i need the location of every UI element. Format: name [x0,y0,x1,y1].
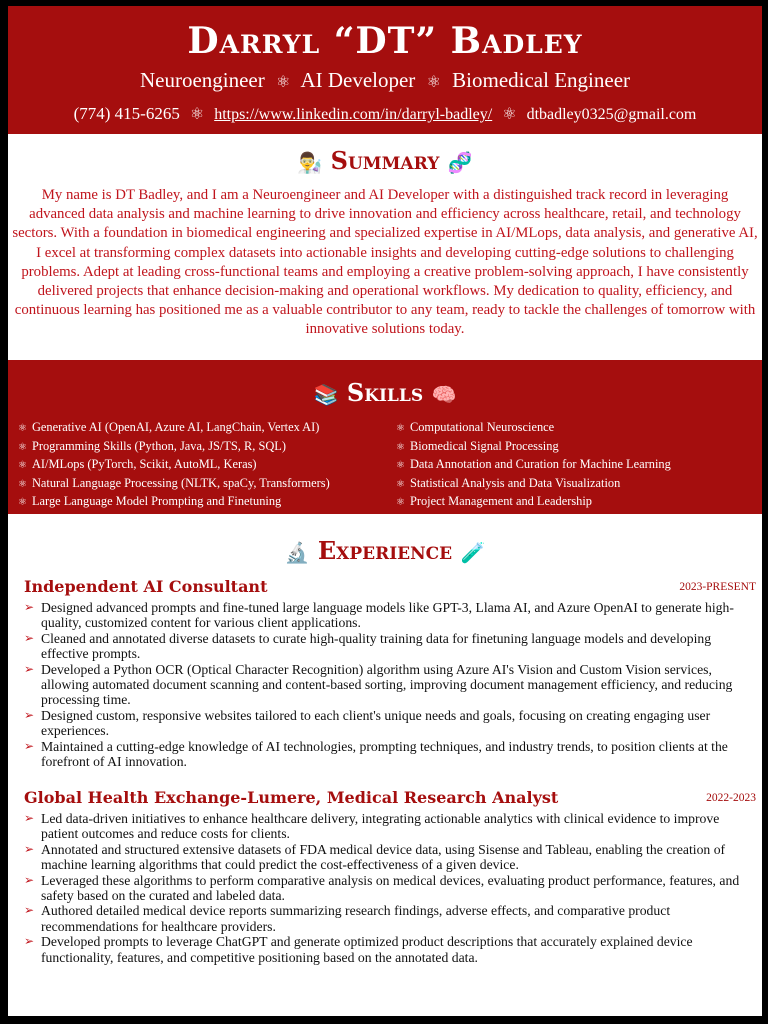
summary-text: My name is DT Badley, and I am a Neuroengineer and AI Developer with a distinguished track record in leveraging advanced data analysis and machine learning to drive innovation and efficiency across healthcare, retail, and technology sectors. With a foundation in biomedical engineering and specialized expertise in AI/MLops, data analysis, and generative AI, I excel at transforming complex datasets into actionable insights and developing cutting-edge solutions to challenging problems. Adept at leading cross-functional teams and employing a creative problem-solving approach, I have consistently delivered projects that enhance decision-making and operational workflows. My dedication to quality, efficiency, and continuous learning has positioned me as a valuable contributor to any team, ready to tackle the challenges of tomorrow with innovative solutions today. [12,187,758,338]
bullet-item: ➢ Developed a Python OCR (Optical Character Recognition) algorithm using Azure AI's Vision and Custom Vision services, allowing automated document scanning and content-based sorting, improving document management efficiency, and reducing processing time. [24,661,733,708]
bullet-item: ➢ Authored detailed medical device reports summarizing research findings, adverse effects, and comparative product recommendations for healthcare providers. [24,903,671,934]
arrow-icon: ➢ [24,841,35,856]
contact-line [8,104,762,124]
bullet-item: ➢ Maintained a cutting-edge knowledge of AI technologies, prompting techniques, and industry trends, to position clients at the forefront of AI innovation. [24,738,728,770]
atom-icon: ⚛ [18,497,27,508]
job-bullets [24,811,756,965]
arrow-icon: ➢ [24,872,35,887]
skills-title: Skills [346,378,424,407]
skill-item: ⚛ Generative AI (OpenAI, Azure AI, LangChain, Vertex AI) [18,420,320,434]
atom-icon: ⚛ [396,441,405,453]
skill-item: ⚛ AI/MLops (PyTorch, Scikit, AutoML, Keras) [18,457,257,471]
atom-icon: ⚛ [502,106,517,123]
arrow-icon: ➢ [24,903,35,918]
experience-heading [8,536,762,565]
books-icon: 📚 [313,382,339,407]
bullet-item: ➢ Designed custom, responsive websites tailored to each client's unique needs and goals, focusing on creating engaging user experiences. [24,707,711,739]
atom-icon: ⚛ [18,478,27,490]
arrow-icon: ➢ [24,600,35,614]
bullet-item: ➢ Led data-driven initiatives to enhance healthcare delivery, integrating actionable analytics with clinical evidence to improve patient outcomes and reduce costs for clients. [24,811,720,842]
role-2: AI Developer [300,68,416,92]
job-date: 2022-2023 [706,792,756,804]
brain-icon: 🧠 [431,382,457,407]
arrow-icon: ➢ [24,630,35,645]
skill-item: ⚛ Large Language Model Prompting and Finetuning [18,494,282,508]
skill-item: ⚛ Computational Neuroscience [396,420,555,434]
skill-item: ⚛ Programming Skills (Python, Java, JS/TS, R, SQL) [18,438,286,453]
atom-icon: ⚛ [396,460,405,471]
atom-icon: ⚛ [18,460,27,471]
skill-item: ⚛ Biomedical Signal Processing [396,438,559,453]
phone-number: (774) 415-6265 [73,104,180,123]
test-tube-icon: 🧪 [460,540,486,565]
skill-item: ⚛ Natural Language Processing (NLTK, spaCy, Transformers) [18,475,330,490]
atom-icon: ⚛ [396,423,405,434]
resume-page [8,6,762,1016]
summary-section [8,134,762,360]
job-entry [24,577,756,769]
bullet-item: ➢ Annotated and structured extensive datasets of FDA medical device data, using Sisense and Tableau, enabling the creation of machine learning algorithms that could predict the cost-effectiveness of a given device. [24,841,726,873]
skill-item: ⚛ Project Management and Leadership [396,494,592,508]
atom-icon: ⚛ [18,423,27,434]
arrow-icon: ➢ [24,707,35,722]
summary-title: Summary [330,146,440,175]
job-title: Independent AI Consultant [24,577,268,596]
atom-icon: ⚛ [426,74,441,91]
job-entry [24,788,756,965]
arrow-icon: ➢ [24,738,35,753]
dna-icon: 🧬 [447,150,473,175]
atom-icon: ⚛ [18,441,27,453]
role-1: Neuroengineer [139,68,265,92]
role-3: Biomedical Engineer [452,68,631,92]
skill-item: ⚛ Data Annotation and Curation for Machine Learning [396,457,671,471]
atom-icon: ⚛ [276,74,291,91]
bullet-item: ➢ Leveraged these algorithms to perform comparative analysis on medical devices, evaluating product performance, features, and safety based on the curated and labeled data. [24,872,740,904]
email-address: dtbadley0325@gmail.com [526,106,697,123]
bullet-item: ➢ Cleaned and annotated diverse datasets to curate high-quality training data for finetuning language models and developing effective prompts. [24,630,712,662]
bullet-item: ➢ Developed prompts to leverage ChatGPT and generate optimized product descriptions that accurately explained device functionality, features, and competitive positioning based on the annotated data. [24,934,693,965]
job-date: 2023-PRESENT [679,581,756,593]
bullet-item: ➢ Designed advanced prompts and fine-tuned large language models like GPT-3, Llama AI, and Azure OpenAI to generate high-quality, customized content for various client applications. [24,600,734,631]
linkedin-link[interactable]: https://www.linkedin.com/in/darryl-badley/ [214,106,493,123]
skills-list-left [18,419,388,512]
scientist-icon: 👨‍🔬 [297,150,323,175]
summary-heading [8,146,762,175]
arrow-icon: ➢ [24,811,35,825]
job-bullets [24,600,756,769]
skill-item: ⚛ Statistical Analysis and Data Visualization [396,475,621,490]
roles-line [8,68,762,93]
atom-icon: ⚛ [396,478,405,490]
skills-heading [8,378,762,407]
atom-icon: ⚛ [396,497,405,508]
arrow-icon: ➢ [24,661,35,676]
arrow-icon: ➢ [24,934,35,949]
atom-icon: ⚛ [189,106,205,123]
skills-list-right [396,419,756,512]
experience-title: Experience [317,536,453,565]
microscope-icon: 🔬 [284,540,310,565]
header [8,6,762,134]
job-title: Global Health Exchange-Lumere, Medical Research Analyst [24,788,559,807]
skills-section [8,360,762,514]
experience-section [8,514,762,1016]
candidate-name: Darryl “DT” Badley [187,20,583,62]
